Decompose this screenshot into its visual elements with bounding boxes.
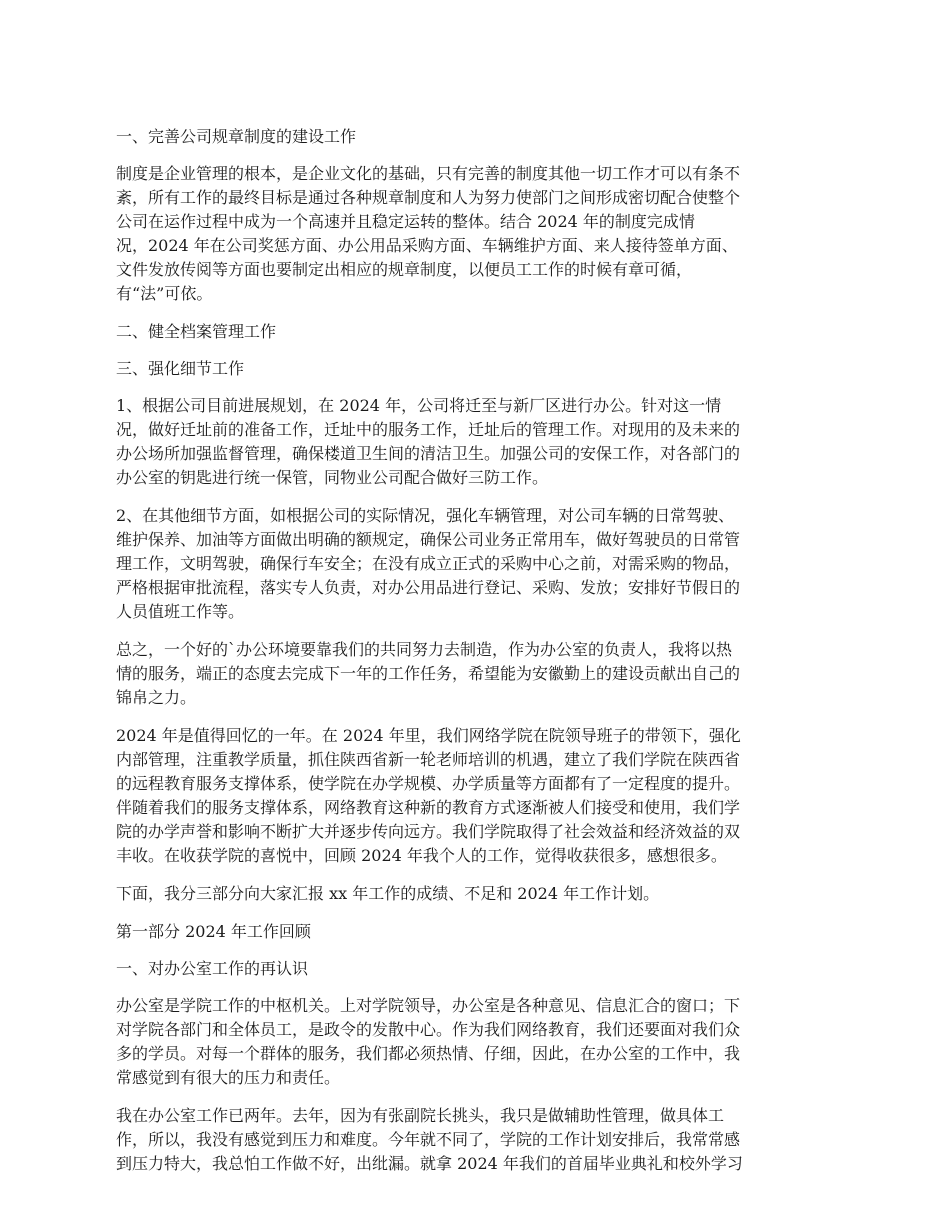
section-heading-details: 三、强化细节工作	[116, 359, 245, 378]
paragraph-details-1: 1、根据公司目前进展规划，在 2024 年，公司将迁至与新厂区进行办公。针对这一情 况，做好迁址前的准备工作，迁址中的服务工作，迁址后的管理工作。对现用的及未来的 办公场所加强监督管理，确保楼道卫生间的清洁卫生。加强公司的安保工作，对各部门的 办公室的钥匙进行统一保管，同物业公司配合做好三防工作。	[116, 396, 741, 487]
paragraph-details-2: 2、在其他细节方面，如根据公司的实际情况，强化车辆管理，对公司车辆的日常驾驶、 维护保养、加油等方面做出明确的额规定，确保公司业务正常用车，做好驾驶员的日常管 理工作，文明驾驶，确保行车安全；在没有成立正式的采购中心之前，对需采购的物品， 严格根据审批流程，落实专人负责，对办公用品进行登记、采购、发放；安排好节假日的 人员值班工作等。	[116, 506, 741, 621]
section-heading-rules: 一、完善公司规章制度的建设工作	[116, 127, 357, 146]
section-heading-office: 一、对办公室工作的再认识	[116, 959, 309, 978]
paragraph-report-intro: 下面，我分三部分向大家汇报 xx 年工作的成绩、不足和 2024 年工作计划。	[116, 884, 660, 903]
part-heading-review: 第一部分 2024 年工作回顾	[116, 922, 311, 941]
paragraph-summary: 总之，一个好的`办公环境要靠我们的共同努力去制造，作为办公室的负责人，我将以热 情的服务，端正的态度去完成下一年的工作任务，希望能为安徽勤上的建设贡献出自己的 锦帛之力。	[116, 640, 741, 707]
section-heading-archives: 二、健全档案管理工作	[116, 322, 277, 341]
paragraph-office-role: 办公室是学院工作的中枢机关。上对学院领导，办公室是各种意见、信息汇合的窗口；下 对学院各部门和全体员工，是政令的发散中心。作为我们网络教育，我们还要面对我们众 多的学员。对每一个群体的服务，我们都必须热情、仔细，因此，在办公室的工作中，我 常感觉到有很大的压力和责任。	[116, 996, 741, 1087]
paragraph-office-experience: 我在办公室工作已两年。去年，因为有张副院长挑头，我只是做辅助性管理，做具体工 作，所以，我没有感觉到压力和难度。今年就不同了，学院的工作计划安排后，我常常感 到压力特大，我总怕工作做不好，出纰漏。就拿 2024 年我们的首届毕业典礼和校外学习	[116, 1106, 743, 1173]
document-body	[116, 125, 840, 1190]
paragraph-rules: 制度是企业管理的根本，是企业文化的基础，只有完善的制度其他一切工作才可以有条不 紊，所有工作的最终目标是通过各种规章制度和人为努力使部门之间形成密切配合使整个 公司在运作过程中成为一个高速并且稳定运转的整体。结合 2024 年的制度完成情 况，2024 年在公司奖惩方面、办公用品采购方面、车辆维护方面、来人接待签单方面、 文件发放传阅等方面也要制定出相应的规章制度，以便员工工作的时候有章可循， 有“法”可依。	[116, 164, 741, 303]
paragraph-year-review: 2024 年是值得回忆的一年。在 2024 年里，我们网络学院在院领导班子的带领下，强化 内部管理，注重教学质量，抓住陕西省新一轮老师培训的机遇，建立了我们学院在陕西省 的远程教育服务支撑体系，使学院在办学规模、办学质量等方面都有了一定程度的提升。 伴随着我们的服务支撑体系，网络教育这种新的教育方式逐渐被人们接受和使用，我们学 院的办学声誉和影响不断扩大并逐步传向远方。我们学院取得了社会效益和经济效益的双 丰收。在收获学院的喜悦中，回顾 2024 年我个人的工作，觉得收获很多，感想很多。	[116, 726, 741, 865]
